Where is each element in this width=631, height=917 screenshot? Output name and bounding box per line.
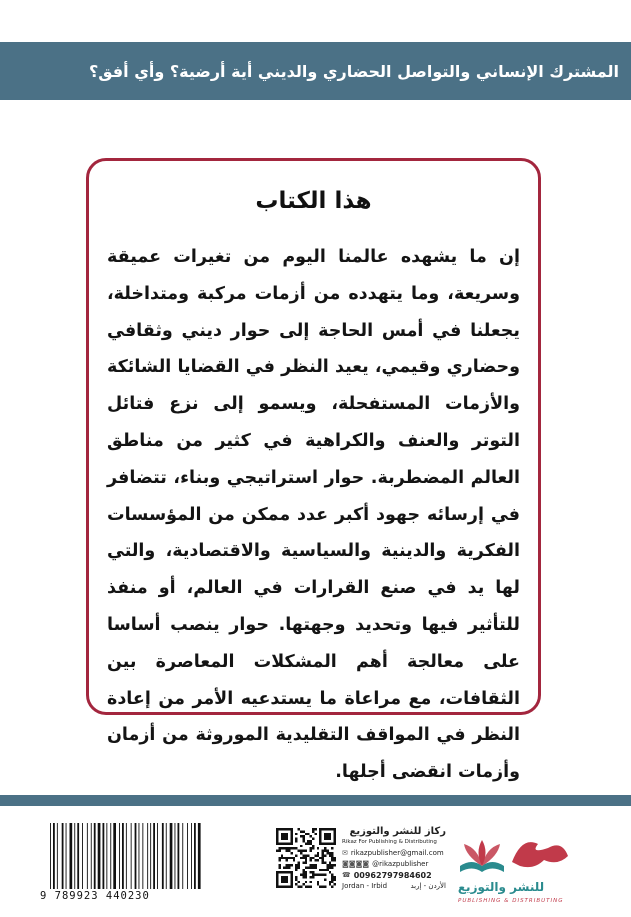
social-row [342,859,446,870]
phone-icon: ☎ [342,871,351,879]
book-title: المشترك الإنساني والتواصل الحضاري والديني أية أرضية؟ وأي أفق؟ [88,61,619,81]
publisher-contact [342,826,446,892]
logo-calligraphy [512,842,568,867]
phone-row [342,870,446,881]
publisher-name-en: Rikaz For Publishing & Distributing [342,839,437,845]
location-en: Jordan - Irbid [342,882,388,890]
section-heading: هذا الكتاب [255,188,372,214]
publisher-social: @rikazpublisher [372,860,429,868]
header-band [0,42,631,100]
footer-band [0,795,631,806]
publisher-phone: 00962797984602 [353,871,432,880]
email-icon: ✉ [342,849,348,857]
qr-code-graphic [276,828,336,888]
location-ar: الأردن - إربد [410,882,446,890]
book-description: إن ما يشهده عالمنا اليوم من تغيرات عميقة وسريعة، وما يتهدده من أزمات مركبة ومتداخلة، يجعلنا في أمس الحاجة إلى حوار ديني وثقافي وحضاري وقيمي، يعيد النظر في القضايا الشائكة والأزمات المستفحلة، ويسمو إلى نزع فتائل التوتر والعنف والكراهية في كثير من مناطق العالم المضطربة. حوار استراتيجي وبناء، تتضافر في إرسائه جهود أكبر عدد ممكن من المؤسسات الفكرية والدينية والسياسية والاقتصادية، والتي لها يد في صنع القرارات في العالم، أو منفذ للتأثير فيها وتحديد وجهتها. حوار ينصب أساسا على معالجة أهم المشكلات المعاصرة بين الثقافات، مع مراعاة ما يستدعيه الأمر من إعادة النظر في المواقف التقليدية الموروثة من أزمان وأزمات انقضى أجلها. [107,247,520,783]
logo-text-en: PUBLISHING & DISTRIBUTING [458,898,564,904]
social-icons: ◙◙◙◙ [342,860,370,868]
publisher-name-ar: ركاز للنشر والتوزيع [349,826,446,837]
email-row [342,848,446,859]
barcode-graphic [48,823,204,889]
publisher-email: rikazpublisher@gmail.com [350,849,444,857]
logo-text-ar: للنشر والتوزيع [457,880,545,894]
isbn-number: 9 789923 440230 [40,890,150,902]
location-row [342,881,446,892]
about-book-frame [86,158,541,783]
book-lotus-icon [460,840,504,872]
